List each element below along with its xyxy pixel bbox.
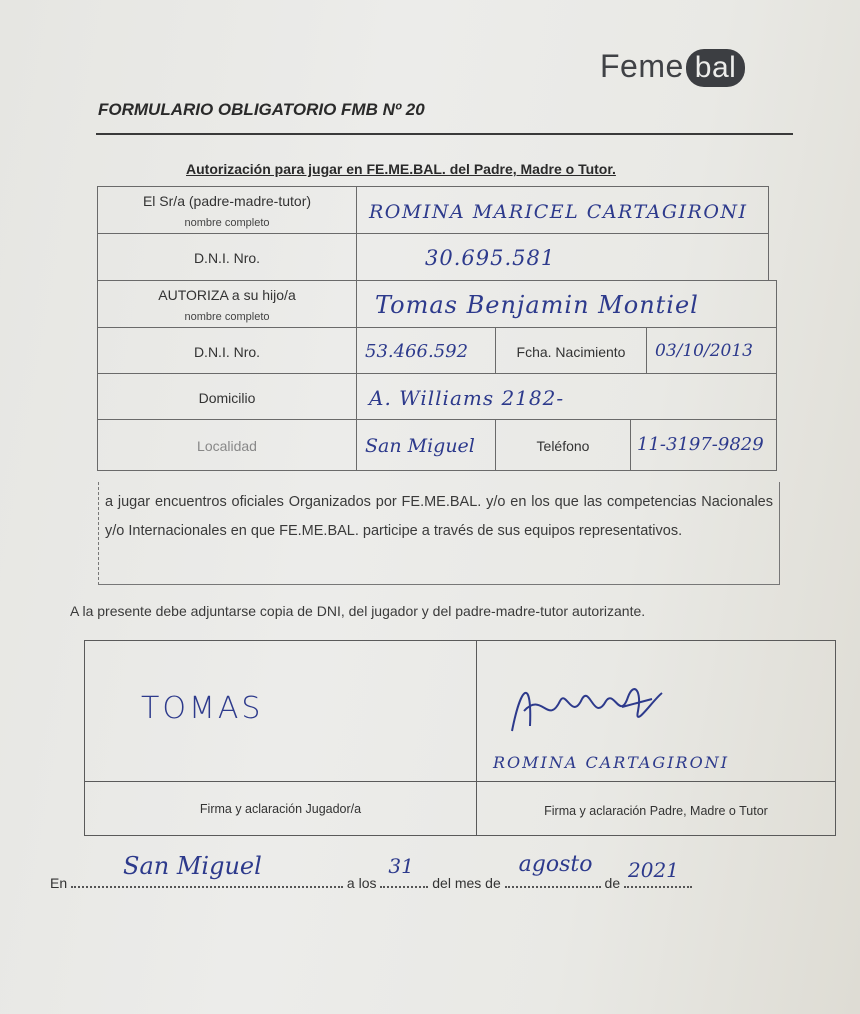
birth-label-cell (495, 327, 647, 374)
day-field[interactable] (380, 854, 428, 888)
year-value: 2021 (628, 858, 679, 882)
tutor-caption: Firma y aclaración Padre, Madre o Tutor (544, 804, 768, 818)
form-subtitle: Autorización para jugar en FE.ME.BAL. del Padre, Madre o Tutor. (186, 161, 616, 177)
birth-date-value: 03/10/2013 (655, 341, 753, 361)
tutor-label: El Sr/a (padre-madre-tutor) (142, 193, 312, 209)
player-signature-area[interactable] (84, 640, 477, 782)
autoriza-label: AUTORIZA a su hijo/a (158, 287, 296, 303)
tutor-name-value: ROMINA MARICEL CARTAGIRONI (369, 201, 748, 223)
de-label: de (604, 875, 621, 891)
child-dni-label-cell (97, 327, 357, 374)
player-signature: TOMAS (141, 691, 264, 726)
place-value: San Miguel (123, 852, 262, 880)
child-name-cell[interactable] (356, 280, 777, 328)
month-value: agosto (518, 852, 593, 877)
locality-value: San Miguel (365, 435, 475, 457)
place-field[interactable] (71, 852, 343, 888)
logo-badge: bal (686, 49, 746, 87)
address-value: A. Williams 2182- (369, 386, 565, 410)
child-dni-label: D.N.I. Nro. (193, 344, 261, 360)
phone-cell[interactable] (630, 419, 777, 471)
year-field[interactable] (624, 858, 692, 888)
en-label: En (50, 875, 68, 891)
authorization-paragraph-box (98, 482, 780, 585)
birth-date-cell[interactable] (646, 327, 777, 374)
address-label-cell (97, 373, 357, 420)
locality-label: Localidad (197, 438, 257, 454)
attachment-note: A la presente debe adjuntarse copia de DNI, del jugador y del padre-madre-tutor autorizante. (70, 603, 646, 619)
mes-label: del mes de (432, 875, 501, 891)
tutor-dni-value: 30.695.581 (425, 246, 556, 270)
form-title: FORMULARIO OBLIGATORIO FMB Nº 20 (98, 100, 425, 119)
phone-label: Teléfono (536, 438, 590, 454)
tutor-label-cell (97, 186, 357, 234)
child-sublabel: nombre completo (184, 311, 270, 323)
a-los-label: a los (346, 875, 377, 891)
child-label-cell (97, 280, 357, 328)
date-place-line (50, 852, 692, 891)
locality-cell[interactable] (356, 419, 496, 471)
address-cell[interactable] (356, 373, 777, 420)
child-dni-cell[interactable] (356, 327, 496, 374)
child-dni-value: 53.466.592 (365, 341, 469, 362)
signature-table (84, 640, 836, 836)
locality-label-cell (97, 419, 357, 471)
authorization-grid (97, 186, 777, 472)
child-name-value: Tomas Benjamin Montiel (375, 291, 699, 319)
player-caption-cell (84, 781, 477, 836)
birth-label: Fcha. Nacimiento (516, 344, 626, 360)
tutor-sublabel: nombre completo (184, 217, 270, 229)
tutor-name-cell[interactable] (356, 186, 769, 234)
phone-label-cell (495, 419, 631, 471)
tutor-signature-scribble (502, 671, 672, 741)
tutor-clarification: ROMINA CARTAGIRONI (493, 753, 730, 772)
address-label: Domicilio (198, 390, 256, 406)
tutor-dni-cell[interactable] (356, 233, 769, 281)
player-caption: Firma y aclaración Jugador/a (199, 802, 362, 816)
tutor-dni-label: D.N.I. Nro. (193, 250, 261, 266)
tutor-caption-cell (476, 781, 836, 836)
title-rule (96, 133, 793, 135)
tutor-dni-label-cell (97, 233, 357, 281)
day-value: 31 (388, 854, 414, 878)
tutor-signature-area[interactable] (476, 640, 836, 782)
authorization-paragraph: a jugar encuentros oficiales Organizados por FE.ME.BAL. y/o en los que las competencias Nacionales y/o Internacionales en que FE.ME.BAL. participe a través de sus equipos representativos. (105, 494, 773, 539)
logo-text: Feme (600, 48, 684, 84)
phone-value: 11-3197-9829 (637, 434, 764, 455)
febambal-logo (600, 48, 745, 87)
month-field[interactable] (505, 852, 601, 888)
